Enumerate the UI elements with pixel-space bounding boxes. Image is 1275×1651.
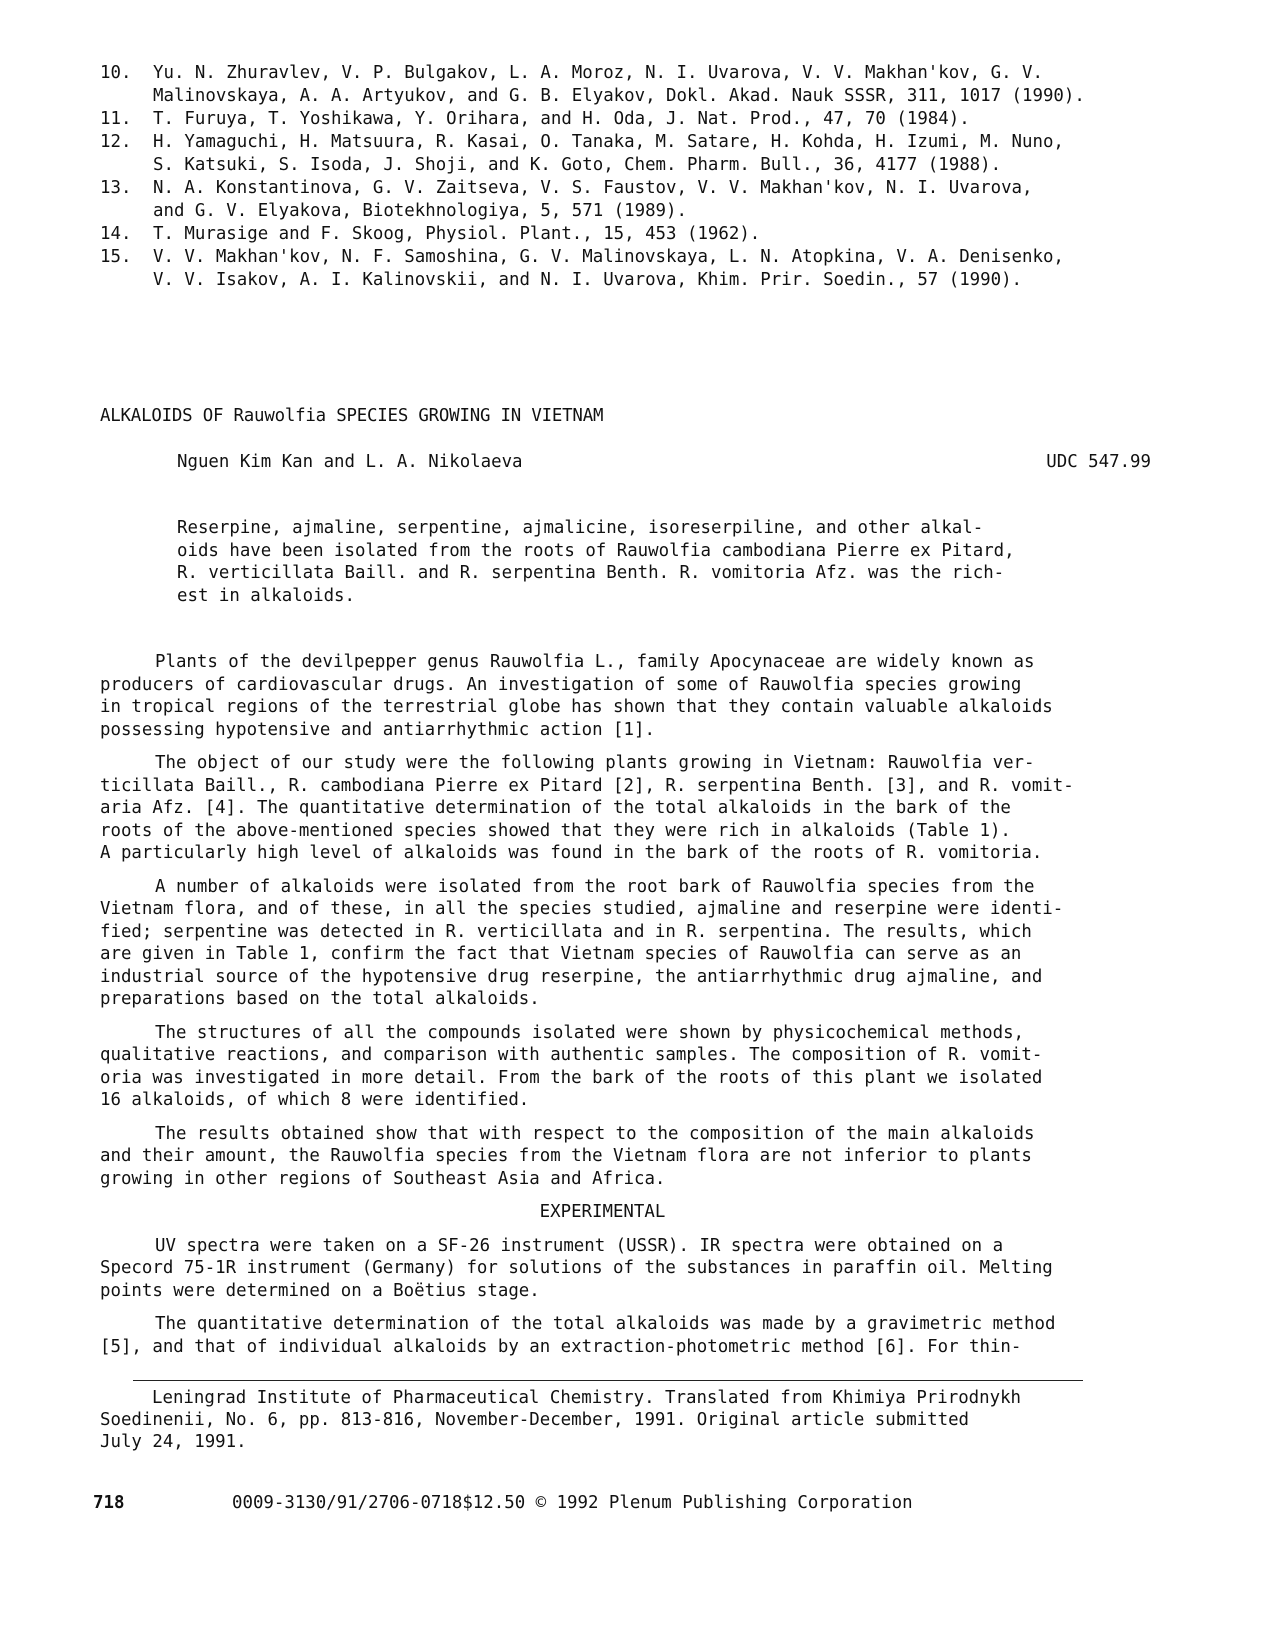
paragraph-line: Vietnam flora, and of these, in all the species studied, ajmaline and reserpine were identi- [100, 899, 1064, 919]
reference-number: 10. [100, 63, 132, 83]
paragraph-line: and their amount, the Rauwolfia species from the Vietnam flora are not inferior to plants [100, 1146, 1032, 1166]
paragraph [100, 752, 1120, 865]
reference-number: 12. [100, 132, 132, 152]
paragraph-line: The results obtained show that with respect to the composition of the main alkaloids [155, 1123, 1035, 1144]
udc-code: UDC 547.99 [1046, 452, 1151, 472]
paragraph [100, 1022, 1120, 1112]
paragraph-line: oria was investigated in more detail. From the bark of the roots of this plant we isolated [100, 1067, 1043, 1088]
reference-line: V. V. Makhan'kov, N. F. Samoshina, G. V. Malinovskaya, L. N. Atopkina, V. A. Denisenko, [153, 247, 1064, 267]
paragraph-line: aria Afz. [4]. The quantitative determination of the total alkaloids in the bark of the [100, 798, 1011, 818]
paragraph-line: roots of the above-mentioned species showed that they were rich in alkaloids (Table 1). [100, 820, 1011, 841]
page-number: 718 [93, 1493, 125, 1513]
reference-item [100, 108, 1180, 131]
reference-line: and G. V. Elyakova, Biotekhnologiya, 5, 571 (1989). [153, 201, 687, 221]
paragraph-line: 16 alkaloids, of which 8 were identified. [100, 1090, 530, 1110]
paragraph-line: industrial source of the hypotensive drug reserpine, the antiarrhythmic drug ajmaline, and [100, 966, 1043, 987]
reference-line: T. Furuya, T. Yoshikawa, Y. Orihara, and H. Oda, J. Nat. Prod., 47, 70 (1984). [153, 109, 970, 129]
abstract-line: R. verticillata Baill. and R. serpentina Benth. R. vomitoria Afz. was the rich- [177, 563, 1005, 583]
paragraph-line: UV spectra were taken on a SF-26 instrument (USSR). IR spectra were obtained on a [155, 1235, 1004, 1256]
reference-line: T. Murasige and F. Skoog, Physiol. Plant., 15, 453 (1962). [153, 224, 761, 244]
reference-list [100, 62, 1180, 292]
footnote-line: Soedinenii, No. 6, pp. 813-816, November-December, 1991. Original article submitted [100, 1410, 970, 1430]
paragraph-line: [5], and that of individual alkaloids by an extraction-photometric method [6]. For thin- [100, 1336, 1022, 1357]
paragraph-line: A number of alkaloids were isolated from the root bark of Rauwolfia species from the [155, 876, 1035, 897]
paragraph-line: in tropical regions of the terrestrial globe has shown that they contain valuable alkaloids [100, 697, 1053, 717]
paragraph-line: Specord 75-1R instrument (Germany) for solutions of the substances in paraffin oil. Melting [100, 1258, 1053, 1278]
abstract-line: est in alkaloids. [177, 585, 355, 606]
paragraph-line: growing in other regions of Southeast Asia and Africa. [100, 1168, 666, 1189]
paragraph-line: preparations based on the total alkaloids. [100, 989, 540, 1009]
paragraph-line: are given in Table 1, confirm the fact that Vietnam species of Rauwolfia can serve as an [100, 944, 1022, 964]
paragraph [100, 1235, 1120, 1303]
reference-line: Yu. N. Zhuravlev, V. P. Bulgakov, L. A. Moroz, N. I. Uvarova, V. V. Makhan'kov, G. V. [153, 63, 1043, 83]
paragraph-line: fied; serpentine was detected in R. verticillata and in R. serpentina. The results, which [100, 921, 1032, 942]
paragraph-line: possessing hypotensive and antiarrhythmic action [1]. [100, 719, 655, 740]
paragraph-line: points were determined on a Boëtius stage. [100, 1280, 540, 1301]
paragraph-line: ticillata Baill., R. cambodiana Pierre ex Pitard [2], R. serpentina Benth. [3], and R. vomit- [100, 775, 1074, 796]
footnote-divider [133, 1380, 1083, 1381]
reference-line: H. Yamaguchi, H. Matsuura, R. Kasai, O. Tanaka, M. Satare, H. Kohda, H. Izumi, M. Nuno, [153, 132, 1064, 152]
reference-line: S. Katsuki, S. Isoda, J. Shoji, and K. Goto, Chem. Pharm. Bull., 36, 4177 (1988). [153, 155, 1002, 175]
section-heading-experimental: EXPERIMENTAL [539, 1202, 666, 1222]
paragraph [100, 651, 1120, 741]
paragraph-line: producers of cardiovascular drugs. An investigation of some of Rauwolfia species growing [100, 674, 1022, 695]
paragraph [100, 1123, 1120, 1191]
paragraph-line: qualitative reactions, and comparison with authentic samples. The composition of R. vomit- [100, 1045, 1043, 1065]
copyright-line: 0009-3130/91/2706-0718$12.50 © 1992 Plenum Publishing Corporation [232, 1493, 913, 1513]
reference-line: V. V. Isakov, A. I. Kalinovskii, and N. I. Uvarova, Khim. Prir. Soedin., 57 (1990). [153, 270, 1023, 290]
abstract [177, 517, 1047, 607]
paragraph-line: A particularly high level of alkaloids was found in the bark of the roots of R. vomitoria. [100, 843, 1043, 863]
footnote [100, 1387, 1100, 1453]
article-body [100, 651, 1120, 1369]
reference-item [100, 131, 1180, 177]
abstract-line: Reserpine, ajmaline, serpentine, ajmalicine, isoreserpiline, and other alkal- [177, 518, 984, 538]
reference-item [100, 62, 1180, 108]
reference-item [100, 177, 1180, 223]
paragraph-line: Plants of the devilpepper genus Rauwolfia L., family Apocynaceae are widely known as [155, 652, 1035, 672]
reference-number: 11. [100, 109, 132, 129]
paragraph-line: The object of our study were the following plants growing in Vietnam: Rauwolfia ver- [155, 753, 1035, 773]
abstract-line: oids have been isolated from the roots of Rauwolfia cambodiana Pierre ex Pitard, [177, 540, 1015, 561]
paragraph [100, 876, 1120, 1011]
paragraph [100, 1313, 1120, 1358]
footnote-line: Leningrad Institute of Pharmaceutical Chemistry. Translated from Khimiya Prirodnykh [152, 1388, 1022, 1408]
reference-line: N. A. Konstantinova, G. V. Zaitseva, V. S. Faustov, V. V. Makhan'kov, N. I. Uvarova, [153, 178, 1033, 198]
reference-item [100, 223, 1180, 246]
paragraph-line: The quantitative determination of the total alkaloids was made by a gravimetric method [155, 1314, 1056, 1334]
reference-item [100, 246, 1180, 292]
article-authors: Nguen Kim Kan and L. A. Nikolaeva [177, 452, 523, 472]
reference-number: 15. [100, 247, 132, 267]
reference-number: 13. [100, 178, 132, 198]
footnote-line: July 24, 1991. [100, 1432, 247, 1452]
paragraph-line: The structures of all the compounds isolated were shown by physicochemical methods, [155, 1022, 1025, 1043]
reference-number: 14. [100, 224, 132, 244]
reference-line: Malinovskaya, A. A. Artyukov, and G. B. Elyakov, Dokl. Akad. Nauk SSSR, 311, 1017 (1990). [153, 86, 1085, 106]
article-title: ALKALOIDS OF Rauwolfia SPECIES GROWING IN VIETNAM [100, 406, 604, 426]
